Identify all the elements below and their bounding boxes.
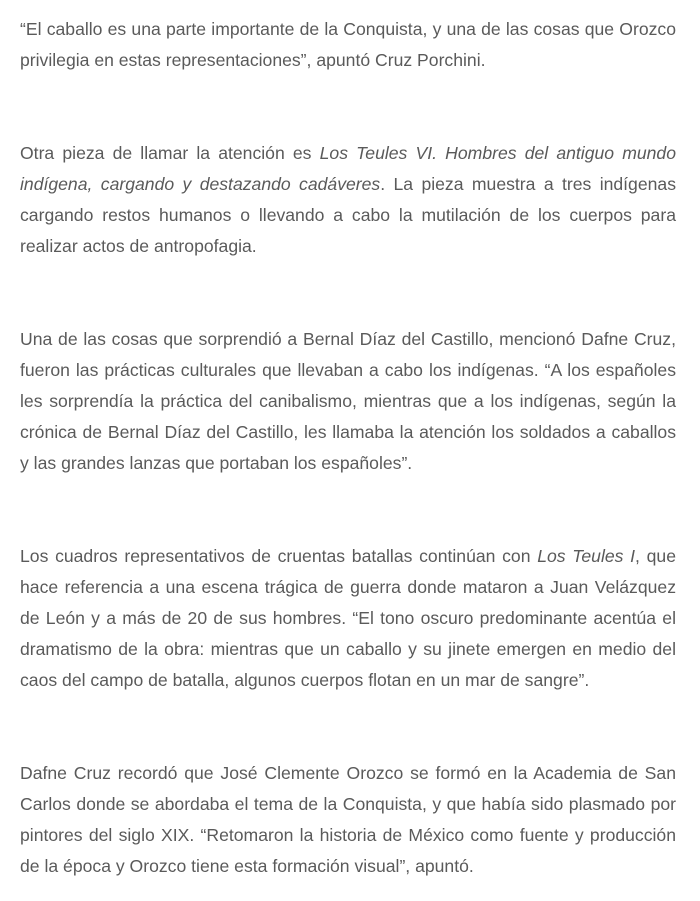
artwork-title-los-teules-i: Los Teules I: [537, 546, 636, 566]
paragraph-2-text-end: . La pieza muestra a tres indígenas cargando restos humanos o llevando a cabo la mutilación de los cuerpos para realizar actos de antropofagia.: [20, 174, 676, 256]
paragraph-4-text-end: , que hace referencia a una escena trágica de guerra donde mataron a Juan Velázquez de León y a más de 20 de sus hombres. “El tono oscuro predominante acentúa el dramatismo de la obra: mientras que un caballo y su jinete emergen en medio del caos del campo de batalla, algunos cuerpos flotan en un mar de sangre”.: [20, 546, 676, 690]
paragraph-3-text: Una de las cosas que sorprendió a Bernal Díaz del Castillo, mencionó Dafne Cruz, fueron las prácticas culturales que llevaban a cabo los indígenas. “A los españoles les sorprendía la práctica del canibalismo, mientras que a los indígenas, según la crónica de Bernal Díaz del Castillo, les llamaba la atención los soldados a caballos y las grandes lanzas que portaban los españoles”.: [20, 329, 676, 473]
paragraph-1-text: “El caballo es una parte importante de la Conquista, y una de las cosas que Orozco privilegia en estas representaciones”, apuntó Cruz Porchini.: [20, 19, 676, 70]
paragraph-2-text-start: Otra pieza de llamar la atención es: [20, 143, 320, 163]
paragraph-4-text-start: Los cuadros representativos de cruentas batallas continúan con: [20, 546, 538, 566]
paragraph-4: [20, 541, 676, 696]
artwork-title-los-teules-vi: Los Teules VI. Hombres del antiguo mundo indígena, cargando y destazando cadáveres: [20, 143, 677, 194]
paragraph-5: [20, 758, 676, 882]
article-body: [20, 14, 676, 882]
paragraph-1: [20, 14, 676, 76]
paragraph-5-text: Dafne Cruz recordó que José Clemente Orozco se formó en la Academia de San Carlos donde se abordaba el tema de la Conquista, y que había sido plasmado por pintores del siglo XIX. “Retomaron la historia de México como fuente y producción de la época y Orozco tiene esta formación visual”, apuntó.: [20, 763, 676, 876]
paragraph-2: [20, 138, 676, 262]
paragraph-3: [20, 324, 676, 479]
